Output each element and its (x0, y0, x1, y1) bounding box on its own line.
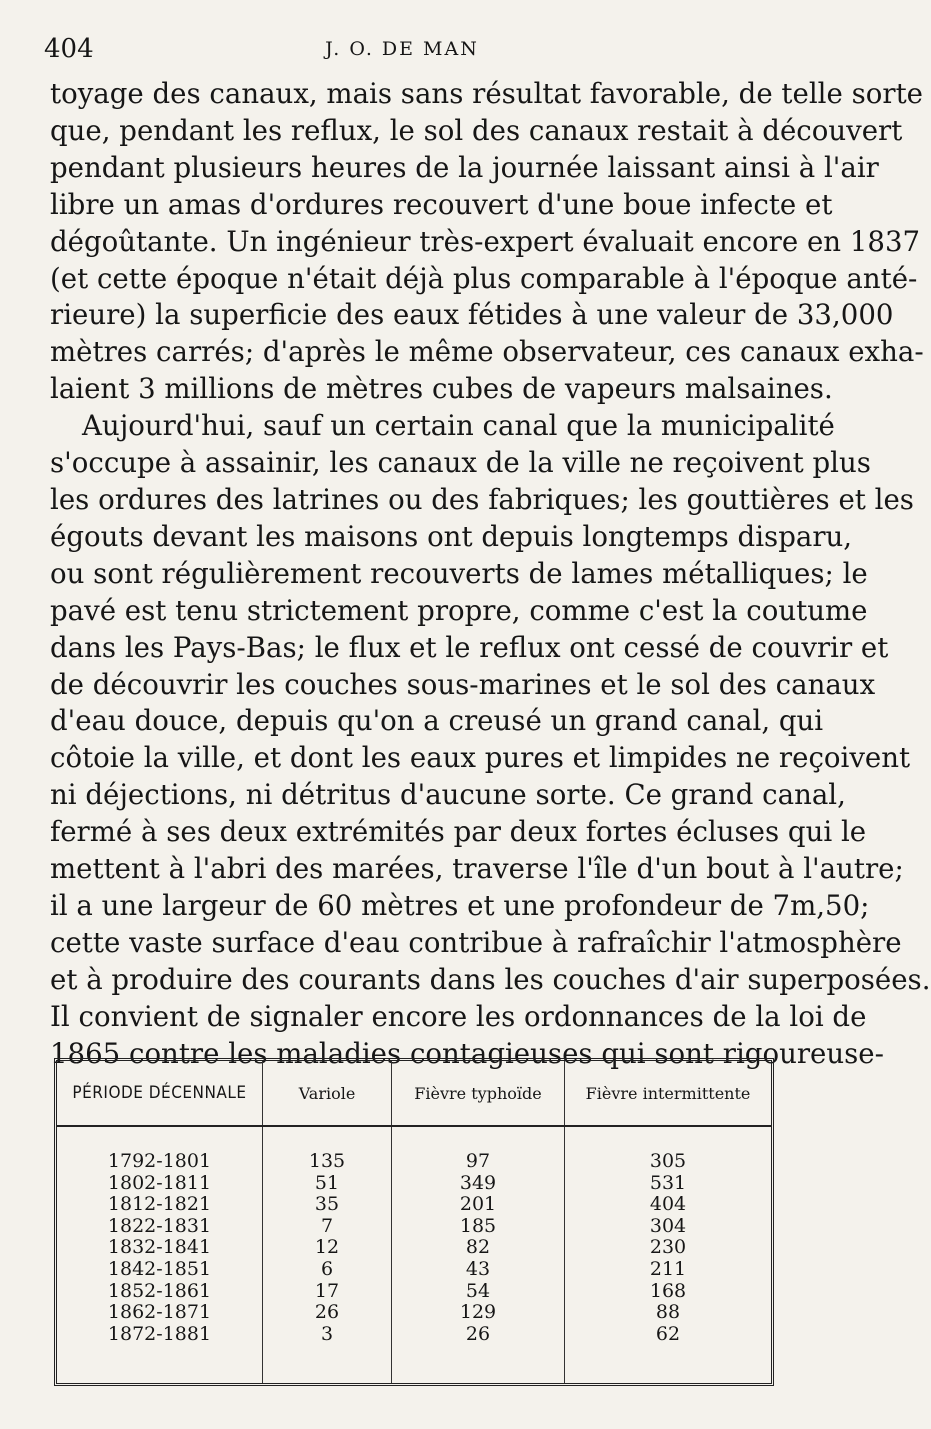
table-cell: 35 (314, 1193, 340, 1216)
table-cell: 1822-1831 (107, 1214, 212, 1237)
table-cell: 305 (649, 1150, 687, 1172)
text-line: Aujourd'hui, sauf un certain canal que la municipalité (82, 409, 835, 443)
table-cell: 349 (459, 1171, 497, 1194)
table-cell: 129 (459, 1301, 497, 1324)
table-cell: 12 (314, 1236, 340, 1259)
table-cell: 26 (465, 1322, 491, 1345)
text-line: 1865 contre les maladies contagieuses qui sont rigoureuse- (50, 1036, 884, 1070)
table-cell: 82 (465, 1236, 491, 1259)
table-cell: 531 (649, 1171, 687, 1194)
text-line: égouts devant les maisons ont depuis longtemps disparu, (50, 519, 853, 553)
period-column (57, 1126, 263, 1383)
table-cell: 201 (459, 1193, 497, 1216)
table-cell: 1832-1841 (107, 1236, 212, 1259)
text-line: et à produire des courants dans les couches d'air superposées. (50, 962, 931, 996)
table-cell: 7 (320, 1214, 334, 1237)
running-head: J. O. DE MAN (325, 38, 479, 60)
text-line: côtoie la ville, et dont les eaux pures et limpides ne reçoivent (50, 741, 911, 775)
text-line: ou sont régulièrement recouverts de lames métalliques; le (50, 556, 868, 590)
text-line: dans les Pays-Bas; le flux et le reflux ont cessé de couvrir et (50, 630, 889, 664)
table-cell: 1792-1801 (107, 1150, 212, 1172)
text-line: libre un amas d'ordures recouvert d'une boue infecte et (50, 187, 833, 221)
text-line: pavé est tenu strictement propre, comme c'est la coutume (50, 593, 868, 627)
column-header-variole: Variole (263, 1061, 392, 1126)
text-line: pendant plusieurs heures de la journée laissant ainsi à l'air (50, 150, 879, 184)
table-cell: 51 (314, 1171, 340, 1194)
text-line: toyage des canaux, mais sans résultat favorable, de telle sorte (50, 77, 923, 110)
variole-column (263, 1126, 392, 1383)
table-cell: 6 (320, 1257, 334, 1280)
text-line: fermé à ses deux extrémités par deux fortes écluses qui le (50, 815, 867, 849)
table-cell: 97 (465, 1150, 491, 1172)
text-line: dégoûtante. Un ingénieur très-expert évaluait encore en 1837 (50, 224, 921, 258)
text-line: les ordures des latrines ou des fabriques; les gouttières et les (50, 482, 914, 516)
text-line: cette vaste surface d'eau contribue à rafraîchir l'atmosphère (50, 925, 902, 959)
table-cell: 88 (655, 1301, 681, 1324)
table-cell: 43 (465, 1257, 491, 1280)
table-cell: 404 (649, 1193, 687, 1216)
column-header-typhoide: Fièvre typhoïde (392, 1061, 565, 1126)
table-cell: 1812-1821 (107, 1193, 212, 1216)
page-number: 404 (44, 34, 94, 64)
table-cell: 1872-1881 (107, 1322, 212, 1345)
text-line: de découvrir les couches sous-marines et le sol des canaux (50, 667, 876, 701)
typhoide-column (392, 1126, 565, 1383)
table-cell: 26 (314, 1301, 340, 1324)
table-body-row (57, 1126, 771, 1383)
text-line: ni déjections, ni détritus d'aucune sorte. Ce grand canal, (50, 778, 846, 812)
text-line: Il convient de signaler encore les ordonnances de la loi de (50, 999, 867, 1033)
table-cell: 304 (649, 1214, 687, 1237)
text-line: laient 3 millions de mètres cubes de vapeurs malsaines. (50, 372, 833, 406)
table-cell: 1842-1851 (107, 1257, 212, 1280)
table-cell: 211 (649, 1257, 687, 1280)
table-cell: 54 (465, 1279, 491, 1302)
paragraph-2 (50, 408, 931, 1072)
data-table (57, 1061, 771, 1383)
mortality-table (54, 1058, 774, 1386)
table-cell: 230 (649, 1236, 687, 1259)
table-cell: 1802-1811 (107, 1171, 212, 1194)
text-line: que, pendant les reflux, le sol des canaux restait à découvert (50, 113, 903, 147)
text-line: rieure) la superficie des eaux fétides à une valeur de 33,000 (50, 298, 894, 332)
table-cell: 62 (655, 1322, 681, 1345)
intermittente-column (565, 1126, 772, 1383)
text-line: (et cette époque n'était déjà plus comparable à l'époque anté- (50, 261, 918, 295)
table-cell: 185 (459, 1214, 497, 1237)
column-header-period: PÉRIODE DÉCENNALE (57, 1061, 263, 1126)
text-line: d'eau douce, depuis qu'on a creusé un grand canal, qui (50, 704, 824, 738)
text-line: il a une largeur de 60 mètres et une profondeur de 7m,50; (50, 888, 870, 922)
text-line: mètres carrés; d'après le même observateur, ces canaux exha- (50, 335, 924, 369)
table-cell: 135 (308, 1150, 346, 1172)
body-text (50, 76, 931, 1072)
table-cell: 1862-1871 (107, 1301, 212, 1324)
text-line: mettent à l'abri des marées, traverse l'île d'un bout à l'autre; (50, 852, 904, 886)
table-cell: 17 (314, 1279, 340, 1302)
table-cell: 3 (320, 1322, 334, 1345)
page-header (44, 28, 760, 68)
table-cell: 1852-1861 (107, 1279, 212, 1302)
table-header-row (57, 1061, 771, 1126)
paragraph-1 (50, 76, 924, 408)
text-line: s'occupe à assainir, les canaux de la ville ne reçoivent plus (50, 446, 871, 480)
table-cell: 168 (649, 1279, 687, 1302)
column-header-intermittente: Fièvre intermittente (565, 1061, 772, 1126)
